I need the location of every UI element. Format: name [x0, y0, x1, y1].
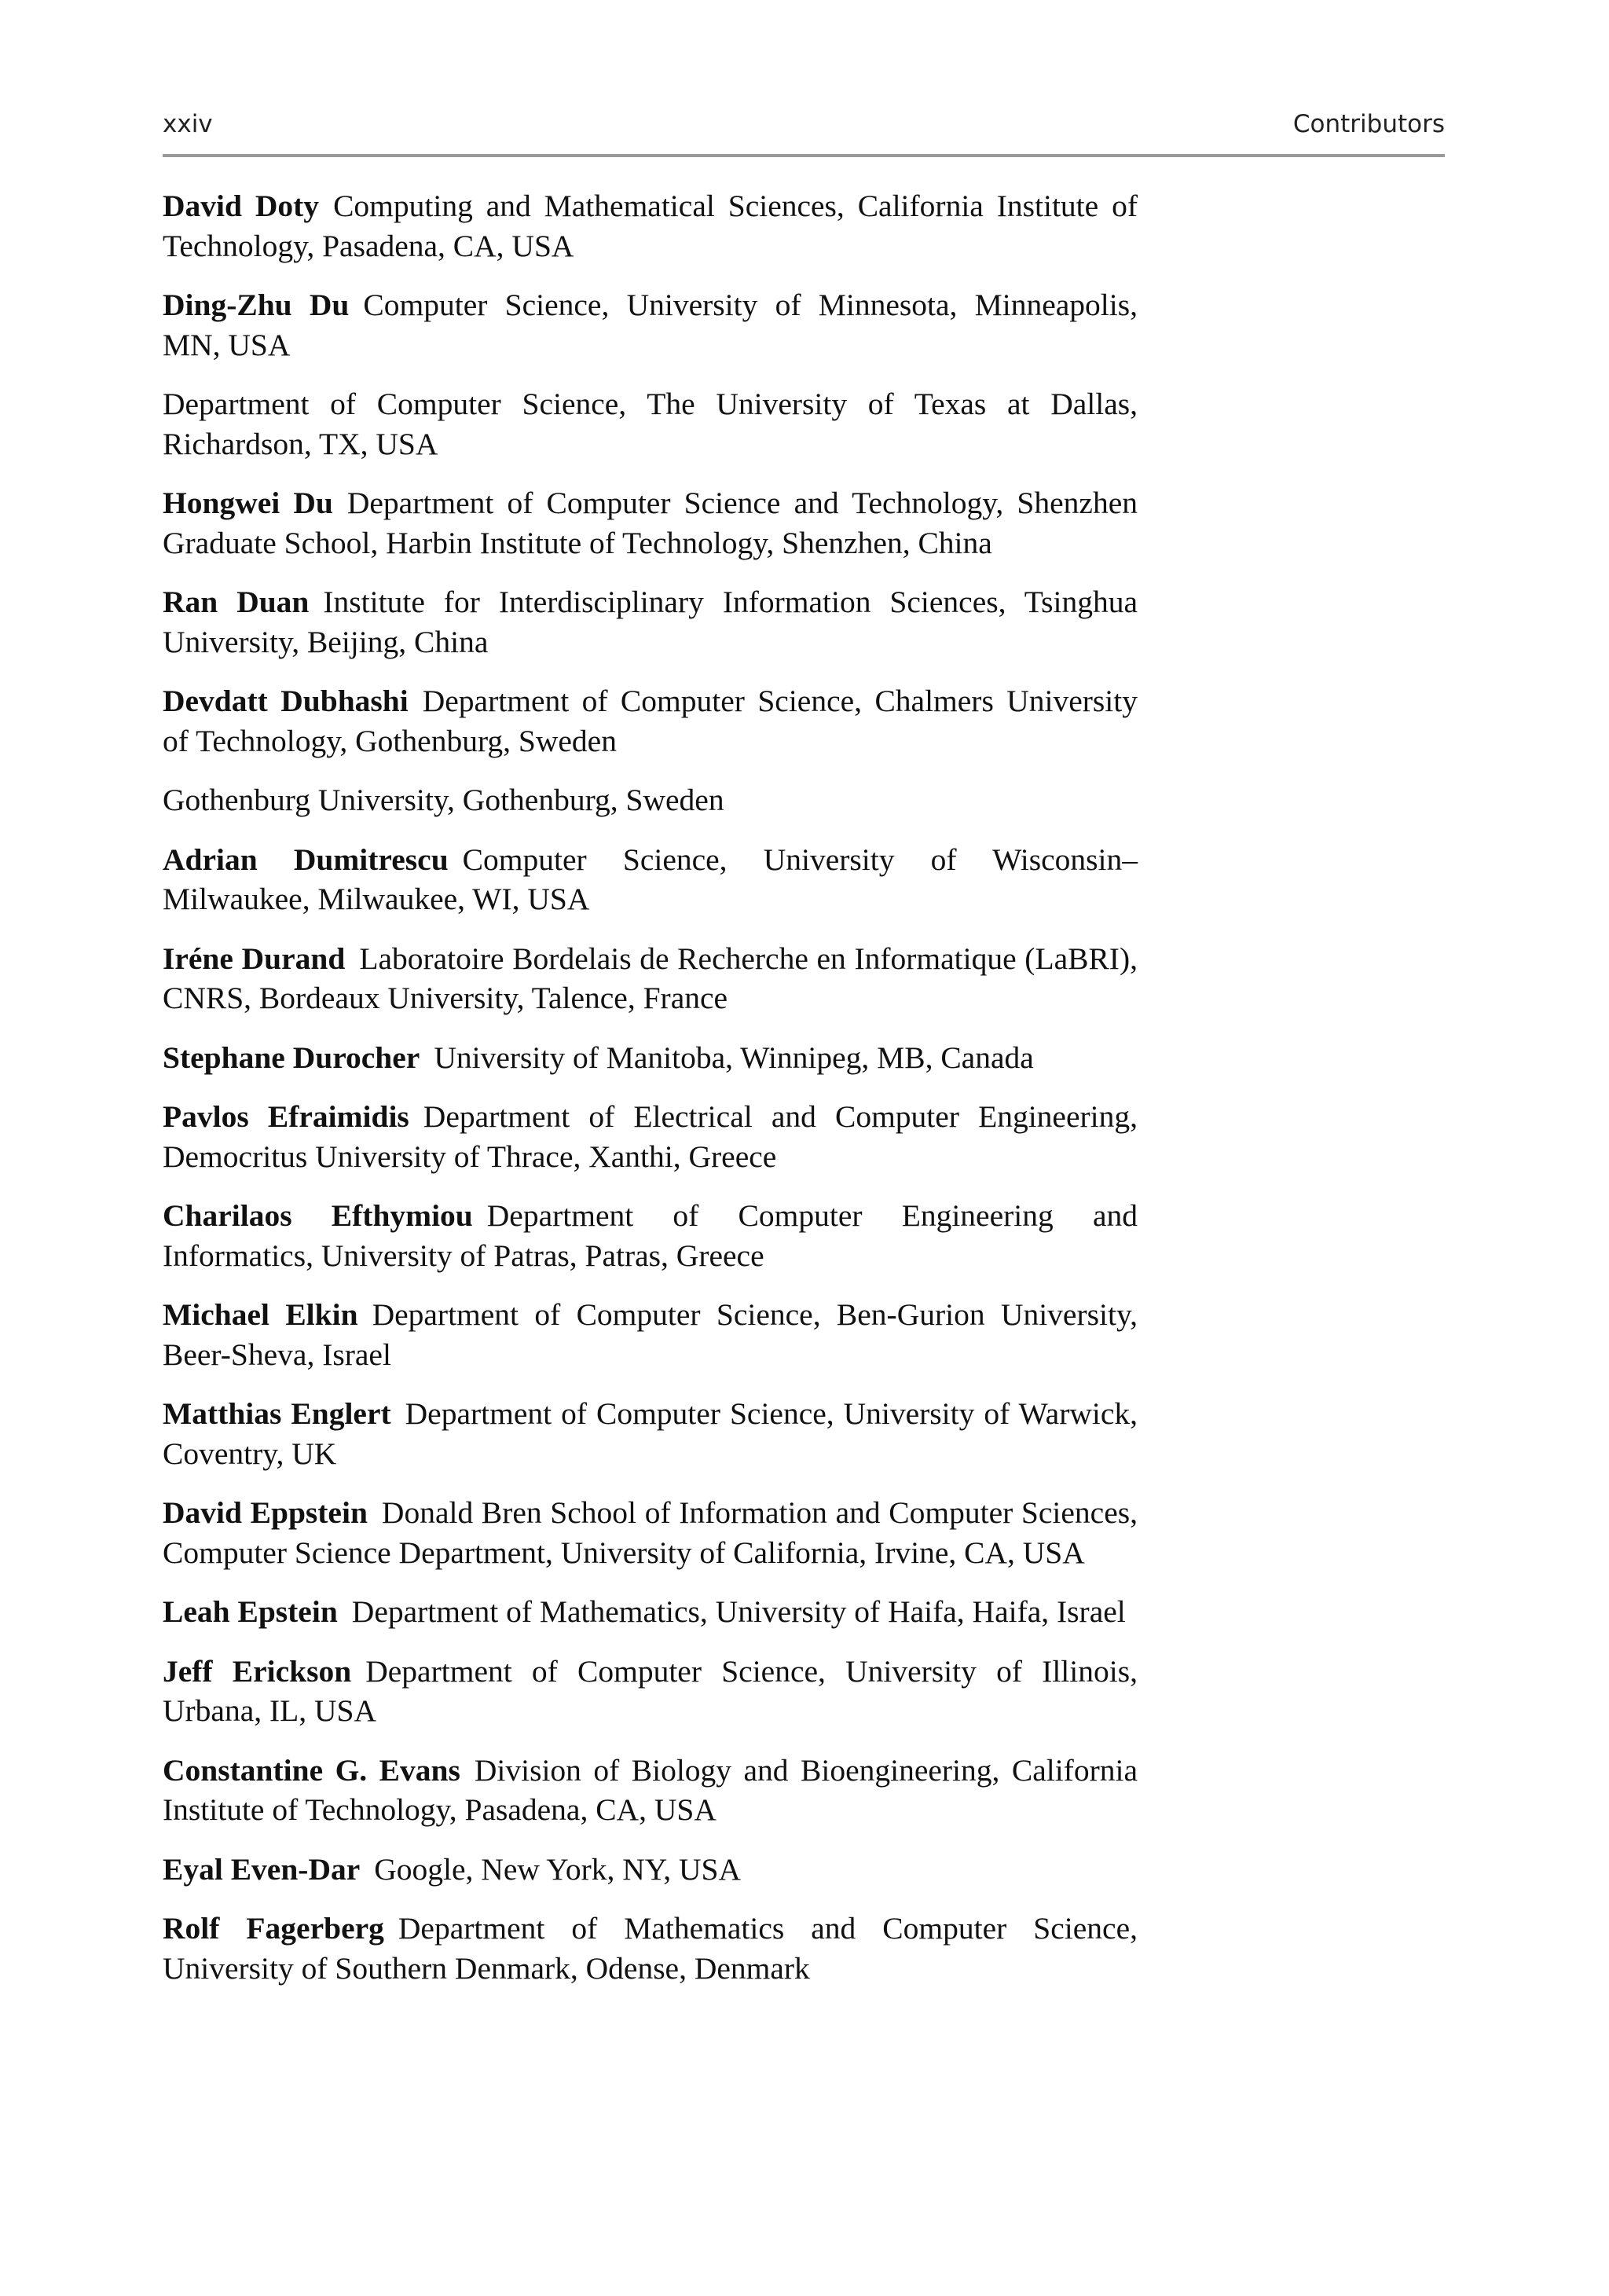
contributor-entry: [163, 681, 1138, 761]
contributor-name: Adrian Dumitrescu: [163, 842, 449, 877]
contributor-name: Devdatt Dubhashi: [163, 684, 409, 718]
contributor-affiliation: Computing and Mathematical Sciences, California Institute of Technology, Pasadena, CA, USA: [163, 189, 1138, 263]
contributor-affiliation: Institute for Interdisciplinary Information Sciences, Tsinghua University, Beijing, China: [163, 585, 1138, 659]
page-number: xxiv: [163, 110, 213, 138]
contributor-affiliation: Department of Computer Science and Technology, Shenzhen Graduate School, Harbin Institute of Technology, Shenzhen, China: [163, 486, 1138, 560]
contributor-name: Ran Duan: [163, 585, 310, 619]
contributor-affiliation: Laboratoire Bordelais de Recherche en Informatique (LaBRI), CNRS, Bordeaux University, Talence, France: [163, 941, 1138, 1015]
contributor-entry: [163, 1196, 1138, 1275]
contributor-affiliation: Google, New York, NY, USA: [374, 1851, 741, 1887]
contributor-additional-affiliation: [163, 384, 1138, 464]
contributor-name: Rolf Fagerberg: [163, 1911, 384, 1946]
contributor-affiliation: Computer Science, University of Wisconsin–Milwaukee, Milwaukee, WI, USA: [163, 842, 1138, 916]
contributor-name: David Eppstein: [163, 1495, 368, 1530]
contributor-entry: [163, 1038, 1138, 1078]
contributor-entry: [163, 1751, 1138, 1830]
contributor-affiliation: University of Manitoba, Winnipeg, MB, Canada: [434, 1040, 1034, 1075]
contributor-name: Pavlos Efraimidis: [163, 1099, 409, 1134]
header-rule: [163, 154, 1445, 157]
contributor-name: Hongwei Du: [163, 486, 333, 520]
contributor-name: Stephane Durocher: [163, 1040, 420, 1075]
contributor-entry: [163, 582, 1138, 662]
contributor-entry: [163, 1850, 1138, 1890]
contributor-name: Matthias Englert: [163, 1396, 391, 1431]
contributor-entry: [163, 1097, 1138, 1176]
section-title: Contributors: [1292, 110, 1445, 138]
contributor-entry: [163, 1295, 1138, 1374]
contributor-entry: [163, 1394, 1138, 1473]
contributor-affiliation: Department of Computer Science, The University of Texas at Dallas, Richardson, TX, USA: [163, 387, 1138, 461]
contributor-affiliation: Department of Computer Science, University of Warwick, Coventry, UK: [163, 1396, 1138, 1471]
contributor-name: Ding-Zhu Du: [163, 288, 350, 322]
contributors-list: [163, 186, 1138, 2008]
contributor-entry: [163, 1493, 1138, 1572]
contributor-affiliation: Department of Computer Science, Chalmers University of Technology, Gothenburg, Sweden: [163, 684, 1138, 758]
contributor-entry: [163, 1909, 1138, 1988]
contributor-affiliation: Department of Electrical and Computer Engineering, Democritus University of Thrace, Xanthi, Greece: [163, 1099, 1138, 1174]
contributor-name: Michael Elkin: [163, 1297, 358, 1332]
contributor-entry: [163, 285, 1138, 365]
contributor-entry: [163, 1652, 1138, 1731]
contributor-affiliation: Department of Computer Engineering and Informatics, University of Patras, Patras, Greece: [163, 1198, 1138, 1273]
contributor-name: Leah Epstein: [163, 1594, 338, 1629]
running-head: [163, 110, 1445, 148]
contributor-entry: [163, 186, 1138, 266]
contributor-entry: [163, 483, 1138, 563]
contributor-name: Eyal Even-Dar: [163, 1851, 361, 1887]
contributor-affiliation: Computer Science, University of Minnesota, Minneapolis, MN, USA: [163, 288, 1138, 362]
contributor-affiliation: Department of Computer Science, University of Illinois, Urbana, IL, USA: [163, 1653, 1138, 1728]
contributor-entry: [163, 939, 1138, 1018]
contributor-affiliation: Gothenburg University, Gothenburg, Sweden: [163, 783, 724, 817]
contributor-name: Jeff Erickson: [163, 1653, 352, 1689]
contributor-affiliation: Department of Computer Science, Ben-Gurion University, Beer-Sheva, Israel: [163, 1297, 1138, 1372]
contributor-affiliation: Department of Mathematics, University of Haifa, Haifa, Israel: [351, 1594, 1126, 1629]
contributor-affiliation: Department of Mathematics and Computer Science, University of Southern Denmark, Odense, Denmark: [163, 1911, 1138, 1986]
contributor-name: Iréne Durand: [163, 941, 346, 976]
contributor-entry: [163, 1592, 1138, 1632]
contributor-entry: [163, 840, 1138, 919]
contributor-name: David Doty: [163, 189, 320, 223]
contributor-affiliation: Division of Biology and Bioengineering, California Institute of Technology, Pasadena, CA, USA: [163, 1752, 1138, 1827]
contributor-name: Constantine G. Evans: [163, 1752, 460, 1788]
contributor-additional-affiliation: [163, 780, 1138, 820]
contributor-name: Charilaos Efthymiou: [163, 1198, 473, 1233]
contributor-affiliation: Donald Bren School of Information and Computer Sciences, Computer Science Department, University of California, Irvine, CA, USA: [163, 1495, 1138, 1570]
